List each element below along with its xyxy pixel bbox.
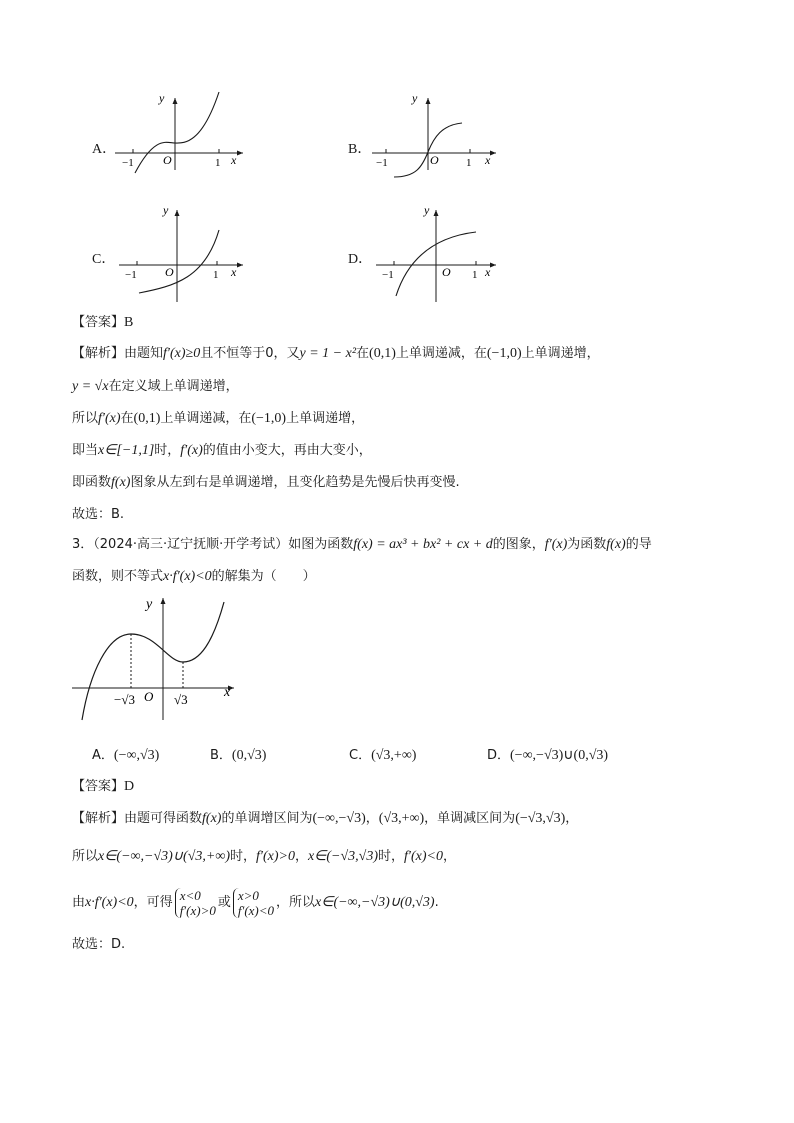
q3-math: (√3,+∞)	[378, 811, 425, 826]
graph-a-p1: 1	[215, 157, 221, 169]
q3-choice-d[interactable]	[487, 744, 608, 764]
q2-text: 图象从左到右是单调递增，且变化趋势是先慢后快再变慢.	[130, 475, 460, 490]
graph-c-m1: −1	[125, 269, 137, 281]
q3-stem-line-2	[72, 568, 316, 586]
q3-text: ，	[565, 811, 579, 826]
q3-system-1-row1: x<0	[179, 887, 201, 903]
q3-system-2-row2: f′(x)<0	[237, 902, 275, 918]
q2-math: y = 1 − x²	[299, 346, 357, 361]
q3-choice-c-label: C．	[349, 748, 372, 763]
graph-b-m1: −1	[376, 157, 388, 169]
q2-math: (0,1)	[133, 411, 161, 426]
graph-c-y: y	[163, 203, 169, 217]
q2-answer: B	[124, 315, 134, 330]
q3-graph-y: y	[146, 597, 153, 612]
q3-math: f′(x)>0	[256, 849, 295, 864]
q3-graph-x: x	[224, 685, 231, 700]
q3-choice-d-label: D．	[487, 748, 511, 763]
q3-graph	[68, 592, 243, 726]
q2-text: 且不恒等于0，又	[200, 346, 300, 361]
q3-choice-a-label: A．	[92, 748, 114, 763]
q2-text: 上单调递减，在	[160, 411, 252, 426]
q3-math: f(x)	[202, 811, 222, 826]
q2-math: (−1,0)	[486, 346, 522, 361]
q2-answer-line	[72, 314, 133, 332]
q2-text: 上单调递减，在	[395, 346, 487, 361]
option-b-label: B．	[348, 142, 372, 157]
q3-text: ，所以	[276, 895, 316, 910]
q3-text: 由	[72, 895, 86, 910]
q3-system-1	[175, 888, 216, 918]
graph-b-o: O	[430, 153, 439, 167]
q2-text: 所以	[72, 411, 99, 426]
q2-analysis-line-1	[72, 345, 600, 363]
q2-text: 在	[120, 411, 134, 426]
graph-d	[372, 202, 512, 310]
q3-choice-c[interactable]	[349, 744, 416, 764]
q3-graph-neg: −√3	[114, 692, 135, 707]
q3-text: ，	[365, 811, 379, 826]
q3-text: 为函数	[567, 537, 607, 552]
q3-text: 函数，则不等式	[72, 569, 164, 584]
graph-c-x: x	[231, 265, 237, 279]
q2-text: 由题知	[124, 346, 164, 361]
q3-math: x∈(−∞,−√3)∪(√3,+∞)	[98, 849, 230, 864]
q3-answer-tag: 【答案】	[72, 779, 125, 794]
graph-a-x: x	[231, 153, 237, 167]
q3-text: .	[434, 895, 439, 910]
graph-b-p1: 1	[466, 157, 472, 169]
q2-text: 上单调递增，	[521, 346, 600, 361]
q3-text: 的图象，	[492, 537, 545, 552]
graph-b-x: x	[485, 153, 491, 167]
q3-system-1-row2: f′(x)>0	[179, 902, 216, 918]
q3-choice-a-value: (−∞,√3)	[113, 748, 160, 763]
q3-choice-c-value: (√3,+∞)	[371, 748, 417, 763]
q3-text: 的导	[625, 537, 652, 552]
q2-analysis-line-2	[72, 378, 239, 396]
q2-analysis-line-4	[72, 442, 372, 460]
q3-text: ，单调减区间为	[424, 811, 516, 826]
q2-math: x∈[−1,1]	[98, 443, 155, 458]
q3-math: x∈(−∞,−√3)∪(0,√3)	[315, 895, 435, 910]
q3-text: 时，	[378, 849, 405, 864]
graph-d-m1: −1	[382, 269, 394, 281]
q2-math: (0,1)	[369, 346, 396, 361]
q3-math: f(x)	[606, 537, 626, 552]
graph-b-y: y	[412, 91, 418, 105]
q3-math: x·f′(x)<0	[163, 569, 212, 584]
graph-d-x: x	[485, 265, 491, 279]
q2-math: f′(x)	[98, 411, 121, 426]
graph-a-m1: −1	[122, 157, 134, 169]
q3-text: ，	[294, 849, 308, 864]
q3-math: x∈(−√3,√3)	[307, 849, 379, 864]
q2-text: 在	[356, 346, 370, 361]
q3-system-2	[233, 888, 274, 918]
option-a-label: A．	[92, 142, 117, 157]
q2-math: f′(x)	[180, 443, 203, 458]
q3-choice-d-value: (−∞,−√3)∪(0,√3)	[510, 748, 609, 763]
q2-text: 在定义域上单调递增，	[108, 379, 239, 394]
q3-text: 3．（2024·高三·辽宁抚顺·开学考试）如图为函数	[72, 537, 354, 552]
graph-c-o: O	[165, 265, 174, 279]
graph-b	[372, 90, 512, 174]
option-d-label: D．	[348, 252, 373, 267]
q2-math: y = √x	[72, 379, 109, 394]
q3-analysis-line-2	[72, 848, 456, 866]
q3-graph-pos: √3	[174, 692, 188, 707]
q3-text: 的解集为（ ）	[211, 569, 316, 584]
q3-analysis-line-1	[72, 810, 578, 828]
q3-math: f(x) = ax³ + bx² + cx + d	[353, 537, 493, 552]
q2-analysis-line-3	[72, 410, 364, 428]
q3-math: (−∞,−√3)	[312, 811, 366, 826]
q3-choice-a[interactable]	[92, 744, 159, 764]
q2-text: 时，	[154, 443, 181, 458]
q3-system-2-row1: x>0	[237, 887, 259, 903]
q3-answer-line	[72, 778, 134, 796]
q3-stem-line-1	[72, 536, 652, 554]
q2-answer-tag: 【答案】	[72, 315, 125, 330]
q3-text: 的单调增区间为	[221, 811, 313, 826]
graph-a-o: O	[163, 153, 172, 167]
q3-text: 由题可得函数	[124, 811, 203, 826]
graph-a-y: y	[159, 91, 165, 105]
q3-text: 时，	[230, 849, 257, 864]
q2-text: 上单调递增，	[286, 411, 365, 426]
q3-text: 或	[217, 895, 231, 910]
q3-analysis-line-3	[72, 886, 439, 920]
q3-answer: D	[124, 779, 135, 794]
q3-choice-b-label: B．	[210, 748, 232, 763]
option-c-label: C．	[92, 252, 116, 267]
q2-text: 即当	[72, 443, 99, 458]
q3-math: (−√3,√3)	[515, 811, 566, 826]
q2-math: f′(x)≥0	[163, 346, 201, 361]
q3-text: ，可得	[133, 895, 173, 910]
q3-conclusion: 故选：D.	[72, 937, 126, 952]
q3-choice-b-value: (0,√3)	[231, 748, 267, 763]
q3-math: f′(x)<0	[404, 849, 443, 864]
q2-math: f(x)	[111, 475, 131, 490]
q2-conclusion: 故选：B.	[72, 507, 125, 522]
q2-analysis-line-5	[72, 474, 460, 492]
q3-choice-b[interactable]	[210, 744, 266, 764]
q3-math: f′(x)	[544, 537, 568, 552]
graph-d-o: O	[442, 265, 451, 279]
q2-text: 即函数	[72, 475, 112, 490]
q3-text: 所以	[72, 849, 99, 864]
graph-d-p1: 1	[472, 269, 478, 281]
q3-text: ，	[442, 849, 456, 864]
q2-math: (−1,0)	[251, 411, 287, 426]
q2-analysis-tag: 【解析】	[72, 346, 125, 361]
q3-math: x·f′(x)<0	[85, 895, 134, 910]
graph-c-p1: 1	[213, 269, 219, 281]
graph-d-y: y	[424, 203, 430, 217]
q3-graph-o: O	[144, 689, 154, 704]
q2-text: 的值由小变大，再由大变小，	[202, 443, 372, 458]
q3-analysis-tag: 【解析】	[72, 811, 125, 826]
graph-a	[115, 90, 255, 174]
graph-c	[115, 202, 255, 310]
